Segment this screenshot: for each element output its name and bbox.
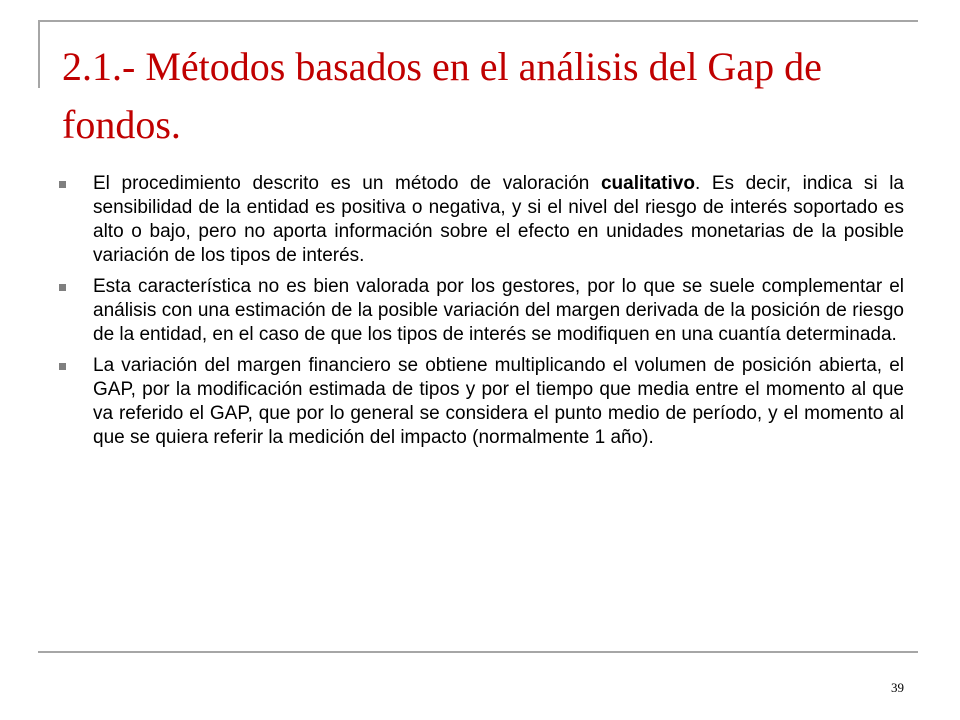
square-bullet-icon xyxy=(59,181,66,188)
square-bullet-icon xyxy=(59,284,66,291)
bullet-item xyxy=(56,172,904,268)
bullet-text: . Es decir, indica si la sensibilidad de la entidad es positiva o negativa, y si el nivel del riesgo de interés soportado es alto o bajo, pero no aporta información sobre el efecto en unidades monetarias de la posible variación de los tipos de interés. xyxy=(93,173,904,266)
bullet-text: El procedimiento descrito es un método de valoración xyxy=(93,173,601,194)
left-divider xyxy=(38,20,40,88)
bullet-emphasis: cualitativo xyxy=(600,173,695,194)
page-number: 39 xyxy=(891,680,904,695)
bottom-divider xyxy=(38,651,918,653)
square-bullet-icon xyxy=(59,363,66,370)
bullet-item xyxy=(56,275,904,347)
bullet-item xyxy=(56,354,904,450)
slide-title: 2.1.- Métodos basados en el análisis del Gap de fondos. xyxy=(62,44,822,147)
bullet-list xyxy=(56,172,904,457)
bullet-text: La variación del margen financiero se obtiene multiplicando el volumen de posición abierta, el GAP, por la modificación estimada de tipos y por el tiempo que media entre el momento al que va referido el GAP, que por lo general se considera el punto medio de período, y el momento al que se quiera referir la medición del impacto (normalmente 1 año). xyxy=(93,355,904,448)
top-divider xyxy=(38,20,918,22)
bullet-text: Esta característica no es bien valorada por los gestores, por lo que se suele complementar el análisis con una estimación de la posible variación del margen derivada de la posición de riesgo de la entidad, en el caso de que los tipos de interés se modifiquen en una cuantía determinada. xyxy=(93,276,904,345)
